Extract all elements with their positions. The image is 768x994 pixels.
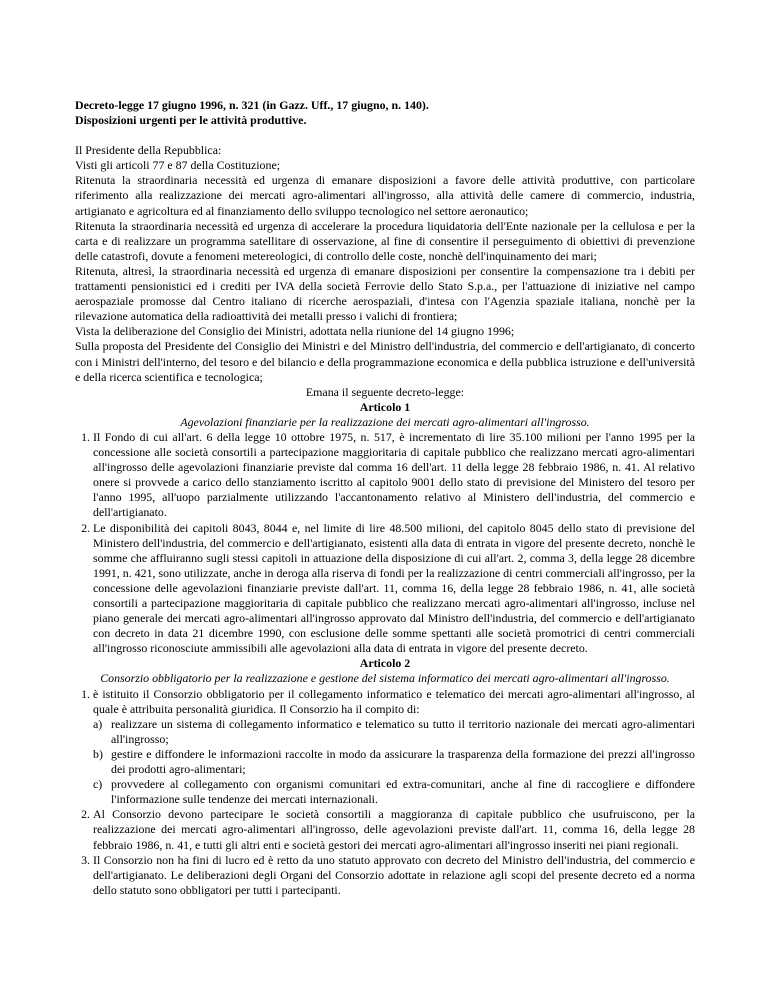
article-2-title: Articolo 2: [359, 656, 411, 671]
decree-title: Decreto-legge 17 giugno 1996, n. 321 (in Gazz. Uff., 17 giugno, n. 140).: [75, 98, 429, 112]
preamble-line: Vista la deliberazione del Consiglio dei Ministri, adottata nella riunione del 14 giugno 1996;: [75, 324, 515, 339]
task-text: gestire e diffondere le informazioni raccolte in modo da assicurare la trasparenza della formazione dei prezzi all'ingrosso dei prodotti agro-alimentari;: [111, 746, 695, 777]
article-paragraph: 2. Al Consorzio devono partecipare le società consortili a maggioranza di capitale pubblico che usufruiscono, per la realizzazione dei mercati agro-alimentari all'ingrosso, delle agevolazioni previste dall'art. 11, comma 16, della legge 28 febbraio 1986, n. 41, e tutti gli altri enti e società gestori dei mercati agro-alimentari all'ingrosso inseriti nei piani regionali.: [93, 807, 695, 852]
task-letter: b): [93, 746, 103, 761]
task-letter: a): [93, 716, 103, 731]
preamble-line: Ritenuta la straordinaria necessità ed urgenza di accelerare la procedura liquidatoria dell'Ente nazionale per la cellulosa e per la carta e di realizzare un programma satellitare di osservazione, al fine di consentire il perseguimento di obiettivi di prevenzione delle catastrofi, dovute a fenomeni metereologici, di controllo delle coste, nonchè dell'inquinamento dei mari;: [75, 218, 695, 263]
article-paragraph: 1. Il Fondo di cui all'art. 6 della legge 10 ottobre 1975, n. 517, è incrementato di lire 35.100 milioni per l'anno 1995 per la concessione alle società consortili a partecipazione maggioritaria di capitale pubblico che realizzano mercati agro-alimentari all'ingrosso delle agevolazioni finanziarie previste dal comma 16 dell'art. 11 della legge 28 febbraio 1986, n. 41. Al relativo onere si provvede a carico dello stanziamento iscritto al capitolo 9001 dello stato di previsione del Ministero del tesoro per l'anno 1995, all'uopo parzialmente utilizzando l'accantonamento relativo al Ministero dell'industria, del commercio e dell'artigianato.: [93, 430, 695, 521]
article-1-title: Articolo 1: [359, 399, 411, 414]
article-1-paragraphs: [75, 430, 695, 656]
task-text: realizzare un sistema di collegamento informatico e telematico su tutto il territorio nazionale dei mercati agro-alimentari all'ingrosso;: [111, 716, 695, 746]
task-list: [93, 717, 695, 808]
paragraph-text: è istituito il Consorzio obbligatorio per il collegamento informatico e telematico dei mercati agro-alimentari all'ingrosso, al quale è attribuita personalità giuridica. Il Consorzio ha il compito di:: [93, 686, 695, 716]
article-paragraph: 2. Le disponibilità dei capitoli 8043, 8044 e, nel limite di lire 48.500 milioni, del capitolo 8045 dello stato di previsione del Ministero dell'industria, del commercio e dell'artigianato, esistenti alla data di entrata in vigore del presente decreto, nonchè le somme che affluiranno sugli stessi capitoli in attuazione della disposizione di cui all'art. 2, comma 3, della legge 28 dicembre 1991, n. 421, sono utilizzate, anche in deroga alla riserva di fondi per la realizzazione di centri commerciali all'ingrosso, per la concessione delle agevolazioni finanziarie previste dall'art. 11, comma 16, della legge 28 febbraio 1986, n. 41, alle società consortili a partecipazione maggioritaria di capitale pubblico che realizzano mercati agro-alimentari all'ingrosso, incluse nel piano generale dei mercati agro-alimentari all'ingrosso approvato dal Ministro dell'industria, del commercio e dell'artigianato con decreto in data 21 dicembre 1990, con esclusione delle somme spettanti alle società promotrici di centri commerciali all'ingrosso riconosciute ammissibili alle agevolazioni alla data di entrata in vigore del presente decreto.: [93, 521, 695, 657]
task-letter: c): [93, 777, 103, 792]
article-2-subtitle: Consorzio obbligatorio per la realizzazione e gestione del sistema informatico dei mercati agro-alimentari all'ingrosso.: [100, 671, 670, 686]
enactment-line: Emana il seguente decreto-legge:: [305, 384, 465, 399]
task-item: [93, 717, 695, 747]
preamble-line: Sulla proposta del Presidente del Consiglio dei Ministri e del Ministro dell'industria, del commercio e dell'artigianato, di concerto con i Ministri dell'interno, del tesoro e del bilancio e della programmazione economica e della pubblica istruzione e dell'università e della ricerca scientifica e tecnologica;: [75, 339, 695, 384]
preamble-line: Ritenuta la straordinaria necessità ed urgenza di emanare disposizioni a favore delle attività produttive, con particolare riferimento alla realizzazione dei mercati agro-alimentari all'ingrosso, alla attività delle camere di commercio, industria, artigianato e agricoltura ed al finanziamento dello sviluppo tecnologico nel settore aeronautico;: [75, 173, 695, 218]
task-item: [93, 747, 695, 777]
article-paragraph: 3. Il Consorzio non ha fini di lucro ed è retto da uno statuto approvato con decreto del Ministro dell'industria, del commercio e dell'artigianato. Le deliberazioni degli Organi del Consorzio adottate in relazione agli scopi del presente decreto ed a norma dello statuto sono obbligatori per tutti i partecipanti.: [93, 853, 695, 898]
preamble-line: Visti gli articoli 77 e 87 della Costituzione;: [75, 158, 281, 173]
article-1-subtitle: Agevolazioni finanziarie per la realizzazione dei mercati agro-alimentari all'ingrosso.: [180, 414, 590, 429]
preamble-line: Ritenuta, altresì, la straordinaria necessità ed urgenza di emanare disposizioni per consentire la compensazione tra i debiti per trattamenti pensionistici ed i crediti per IVA della società Ferrovie dello Stato S.p.a., per l'attuazione di iniziative nel campo aerospaziale promosse dal Centro italiano di ricerche aerospaziali, d'intesa con l'Agenzia spaziale italiana, nonchè per la rilevazione automatica della radioattività dei metalli presso i valichi di frontiera;: [75, 263, 695, 324]
decree-subject: Disposizioni urgenti per le attività produttive.: [75, 113, 307, 128]
task-text: provvedere al collegamento con organismi comunitari ed extra-comunitari, anche al fine di raccogliere e diffondere l'informazione sulle tendenze dei mercati internazionali.: [111, 777, 695, 807]
decree-document: [75, 98, 695, 898]
preamble-line: Il Presidente della Repubblica:: [75, 143, 222, 158]
task-item: [93, 777, 695, 807]
spacer: [75, 128, 695, 143]
article-2-paragraphs: [75, 687, 695, 898]
article-paragraph: [93, 687, 695, 808]
